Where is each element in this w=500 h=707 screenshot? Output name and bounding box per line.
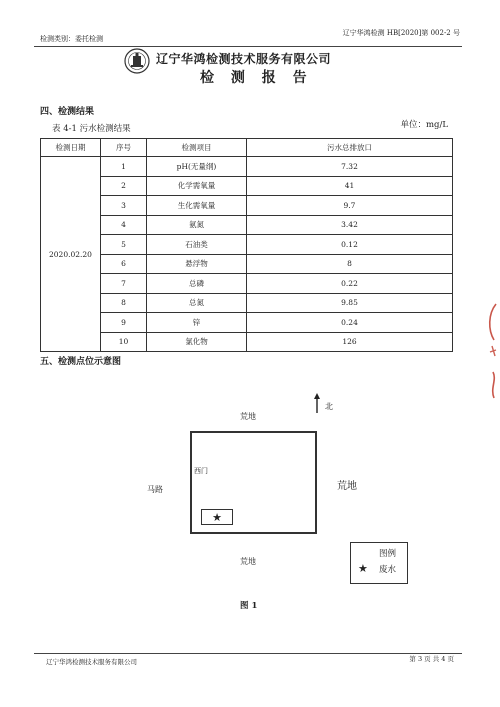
row-value: 3.42 <box>247 215 453 235</box>
row-value: 0.12 <box>247 235 453 255</box>
map-label-top: 荒地 <box>240 412 256 421</box>
row-no: 6 <box>101 254 147 274</box>
row-value: 7.32 <box>247 157 453 177</box>
row-item: 石油类 <box>147 235 247 255</box>
legend-title: 图例 <box>379 549 397 559</box>
row-value: 41 <box>247 176 453 196</box>
col-no-header: 序号 <box>101 139 147 157</box>
row-no: 4 <box>101 215 147 235</box>
row-item: 氯化物 <box>147 332 247 352</box>
col-item-header: 检测项目 <box>147 139 247 157</box>
row-no: 9 <box>101 313 147 333</box>
report-category: 检测类别：委托检测 <box>40 35 103 43</box>
row-item: 锌 <box>147 313 247 333</box>
map-label-right: 荒地 <box>337 481 357 492</box>
footer-rule <box>34 653 462 654</box>
row-item: 悬浮物 <box>147 254 247 274</box>
table-row <box>41 254 453 274</box>
seal-fragment <box>484 300 498 410</box>
table-row <box>41 215 453 235</box>
table-row <box>41 332 453 352</box>
row-value: 0.22 <box>247 274 453 294</box>
table-row <box>41 235 453 255</box>
table-row <box>41 274 453 294</box>
table-row <box>41 313 453 333</box>
report-title: 检 测 报 告 <box>200 70 313 86</box>
unit-label: 单位：mg/L <box>400 120 448 130</box>
row-no: 10 <box>101 332 147 352</box>
table-header-row <box>41 139 453 157</box>
sampling-point <box>201 509 233 525</box>
company-logo <box>124 48 150 74</box>
row-value: 9.85 <box>247 293 453 313</box>
wastewater-star-icon: ★ <box>212 510 222 524</box>
footer-company: 辽宁华鸿检测技术服务有限公司 <box>46 658 137 666</box>
row-value: 8 <box>247 254 453 274</box>
row-value: 9.7 <box>247 196 453 216</box>
row-no: 3 <box>101 196 147 216</box>
company-name: 辽宁华鸿检测技术服务有限公司 <box>156 52 332 66</box>
row-item: pH(无量纲) <box>147 157 247 177</box>
table-caption: 表 4-1 污水检测结果 <box>52 124 131 134</box>
row-item: 氨氮 <box>147 215 247 235</box>
row-no: 7 <box>101 274 147 294</box>
section-heading-map: 五、检测点位示意图 <box>40 357 122 367</box>
north-label: 北 <box>325 402 333 411</box>
row-item: 总磷 <box>147 274 247 294</box>
row-no: 5 <box>101 235 147 255</box>
row-no: 8 <box>101 293 147 313</box>
table-row <box>41 293 453 313</box>
table-row <box>41 176 453 196</box>
page-number: 第 3 页 共 4 页 <box>409 655 454 663</box>
row-item: 总氮 <box>147 293 247 313</box>
row-value: 0.24 <box>247 313 453 333</box>
table-row <box>41 196 453 216</box>
figure-caption: 图 1 <box>240 601 258 611</box>
row-value: 126 <box>247 332 453 352</box>
map-legend <box>350 542 408 584</box>
row-item: 化学需氧量 <box>147 176 247 196</box>
row-no: 2 <box>101 176 147 196</box>
col-value-header: 污水总排放口 <box>247 139 453 157</box>
col-date-header: 检测日期 <box>41 139 101 157</box>
row-no: 1 <box>101 157 147 177</box>
header-rule <box>34 46 462 47</box>
report-number: 辽宁华鸿检测 HB[2020]第 002-2 号 <box>342 29 460 37</box>
section-heading-results: 四、检测结果 <box>40 107 95 117</box>
map-label-bottom: 荒地 <box>240 557 256 566</box>
row-item: 生化需氧量 <box>147 196 247 216</box>
table-row <box>41 157 453 177</box>
results-table <box>40 138 453 352</box>
north-arrow-icon <box>313 393 321 413</box>
gate-label: 西门 <box>194 467 208 475</box>
legend-item-label: 废水 <box>379 565 397 575</box>
sample-date-cell: 2020.02.20 <box>41 157 101 352</box>
legend-star-icon: ★ <box>358 562 368 575</box>
map-label-left: 马路 <box>147 485 163 494</box>
